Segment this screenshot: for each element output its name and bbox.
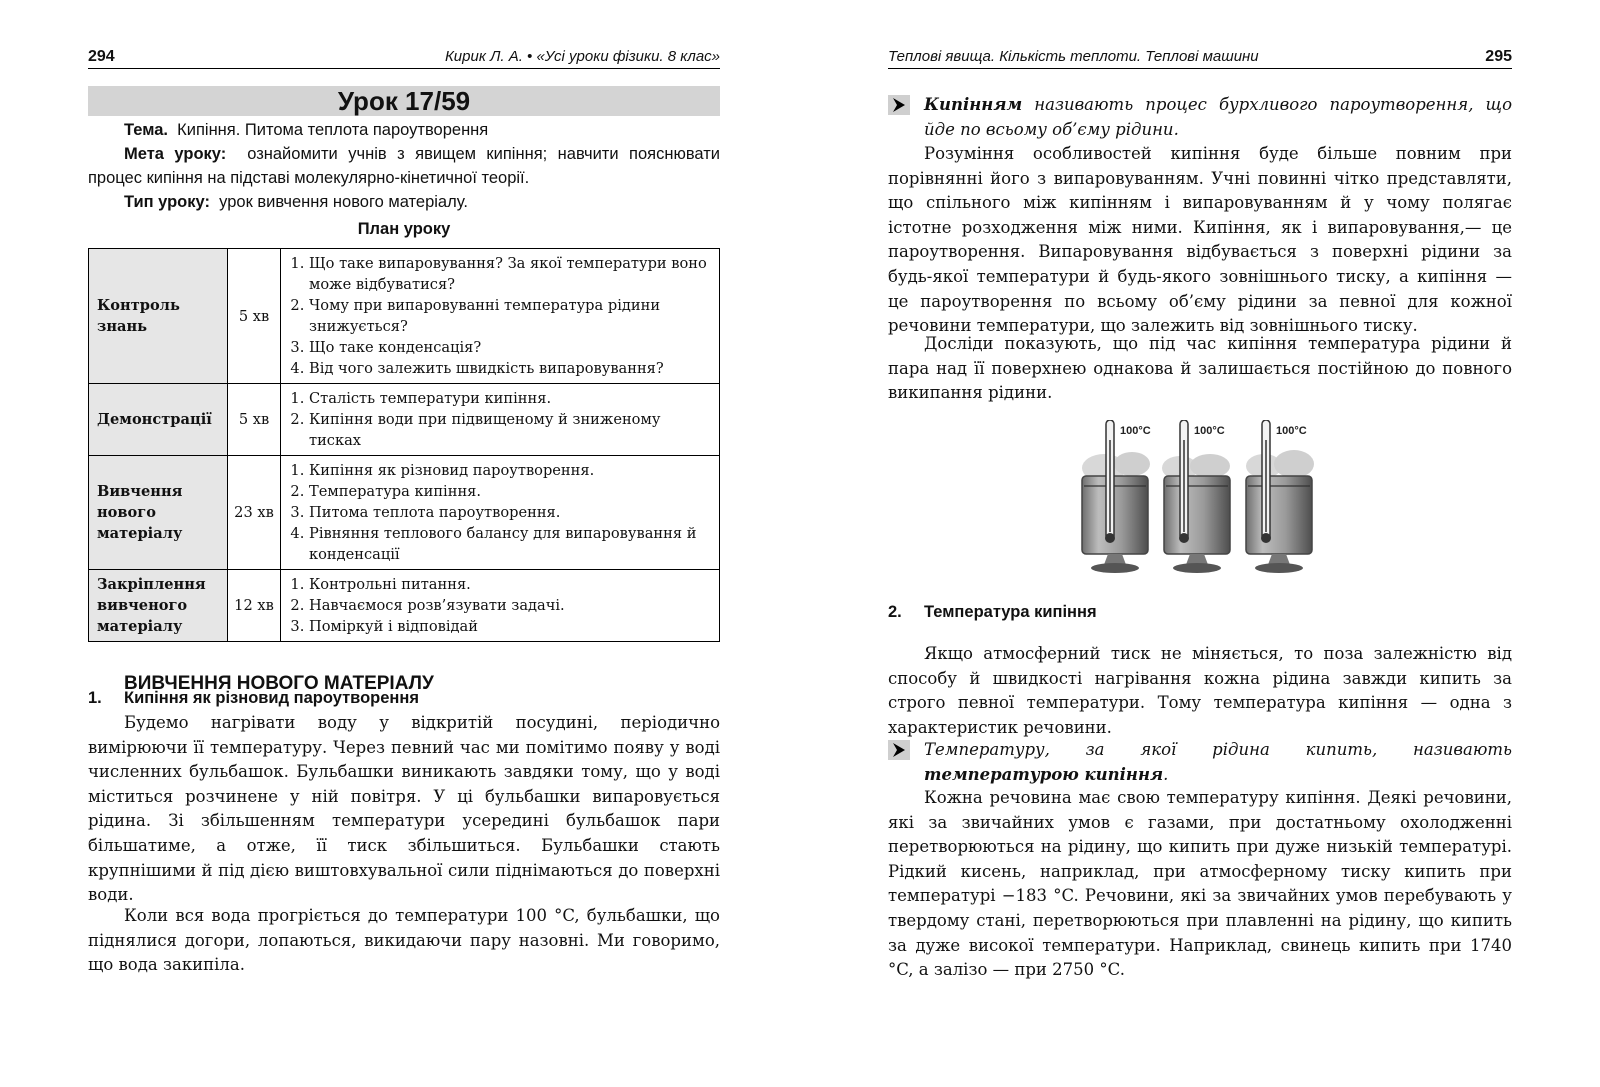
thermometer-label: 100°C xyxy=(1276,425,1307,437)
type-text: урок вивчення нового матеріалу. xyxy=(219,193,468,211)
topic-text: Кипіння. Питома теплота пароутворення xyxy=(177,121,489,139)
definition-body: Температуру, за якої рідина кипить, називають xyxy=(924,740,1512,759)
subsection-1-title xyxy=(88,686,419,710)
subsection-number: 2. xyxy=(888,603,902,621)
definition-term: температурою кипіння xyxy=(924,764,1164,784)
paragraph: Коли вся вода прогріється до температури 100 °C, бульбашки, що піднялися догори, лопаються, викидаючи пару назовні. Ми говоримо, що вода закипіла. xyxy=(88,906,720,975)
subsection-number: 1. xyxy=(88,689,102,707)
paragraph: Кожна речовина має свою температуру кипіння. Деякі речовини, які за звичайних умов є газами, при достатньому охолодженні перетворюються на рідину, що кипить при дуже низькій температурі. Рідкий кисень, наприклад, при атмосферному тиску кипить при температурі −183 °C. Речовини, які за звичайних умов перебувають у твердому стані, перетворюються при плавленні на рідину, що кипить за дуже високої температури. Наприклад, свинець кипить при 1740 °C, а залізо — при 2750 °C. xyxy=(888,788,1512,980)
subsection-heading: Кипіння як різновид пароутворення xyxy=(124,689,419,707)
definition-term: Кипінням xyxy=(924,95,1023,114)
definition-body: називають процес бурхливого пароутворення, що йде по всьому об’єму рідини. xyxy=(924,95,1512,139)
plan-title: План уроку xyxy=(357,220,451,238)
lesson-plan-table xyxy=(88,248,720,642)
time-cell: 5 хв xyxy=(228,384,281,456)
arrow-marker-icon xyxy=(888,740,910,760)
paragraph: Досліди показують, що під час кипіння температура рідини й пара над її поверхнею однакова й залишається постійною до повного википання рідини. xyxy=(888,334,1512,403)
list-item: 3. Що таке конденсація? xyxy=(309,337,711,358)
table-row xyxy=(89,570,720,642)
type-label: Тип уроку: xyxy=(124,193,210,211)
items-cell xyxy=(281,249,720,384)
list-item: 1. Що таке випаровування? За якої температури воно може відбуватися? xyxy=(309,253,711,295)
goal-label: Мета уроку: xyxy=(124,145,227,163)
activity-cell: Демонстрації xyxy=(89,384,228,456)
table-row xyxy=(89,384,720,456)
paragraph: Будемо нагрівати воду у відкритій посудині, періодично вимірюючи її температуру. Через певний час ми помітимо появу у воді численних бульбашок. Бульбашки виникають завдяки тому, що у воді міститься розчинене у ній повітря. У ці бульбашки випаровується рідина. Зі збільшенням температури усередині бульбашок пари більшатиме, а отже, її тиск збільшиться. Бульбашки стають крупнішими й під дією виштовхувальної сили піднімаються до поверхні води. xyxy=(88,713,720,905)
items-cell xyxy=(281,570,720,642)
lesson-type xyxy=(88,190,720,214)
list-item: 2. Навчаємося розв’язувати задачі. xyxy=(309,595,711,616)
definition-text xyxy=(924,738,1512,787)
definition-boiling xyxy=(888,93,1512,142)
lesson-title: Урок 17/59 xyxy=(88,86,720,116)
items-cell xyxy=(281,384,720,456)
lesson-goal xyxy=(88,142,720,190)
list-item: 1. Контрольні питання. xyxy=(309,574,711,595)
list-item: 2. Чому при випаровуванні температура рідини знижується? xyxy=(309,295,711,337)
activity-cell: Закріплення вивченого матеріалу xyxy=(89,570,228,642)
list-item: 1. Кипіння як різновид пароутворення. xyxy=(309,460,711,481)
thermometers-figure xyxy=(1080,420,1340,585)
page-number: 294 xyxy=(88,48,115,65)
subsection-heading: Температура кипіння xyxy=(924,603,1097,621)
definition-end: . xyxy=(1163,764,1169,784)
activity-cell: Контроль знань xyxy=(89,249,228,384)
definition-text xyxy=(924,93,1512,142)
list-item: 3. Поміркуй і відповідай xyxy=(309,616,711,637)
items-cell xyxy=(281,456,720,570)
subsection-2-title xyxy=(888,600,1097,624)
running-header xyxy=(88,48,720,69)
paragraph: Розуміння особливостей кипіння буде більше повним при порівнянні його з випаровуванням. Учні повинні чітко представляти, що спільного між кипінням і випаровуванням й у чому полягає істотне розходження між ними. Кипіння, як і випаровування,— це пароутворення. Випаровування відбувається з поверхні рідини за будь-якої температури й будь-якого зовнішнього тиску, а кипіння — це пароутворення по всьому об’єму рідини за певної для кожної речовини температури, що залежить від зовнішнього тиску. xyxy=(888,144,1512,336)
list-item: 2. Температура кипіння. xyxy=(309,481,711,502)
page-number: 295 xyxy=(1485,48,1512,65)
right-page xyxy=(800,0,1600,1087)
time-cell: 12 хв xyxy=(228,570,281,642)
thermometer-label: 100°C xyxy=(1120,425,1151,437)
section-title: ВИВЧЕННЯ НОВОГО МАТЕРІАЛУ xyxy=(124,673,434,694)
table-row xyxy=(89,249,720,384)
lesson-topic xyxy=(88,118,720,142)
activity-cell: Вивчення нового матеріалу xyxy=(89,456,228,570)
list-item: 2. Кипіння води при підвищеному й зниженому тисках xyxy=(309,409,711,451)
table-row xyxy=(89,456,720,570)
goal-text: ознайомити учнів з явищем кипіння; навчити пояснювати процес кипіння на підставі молекулярно-кінетичної теорії. xyxy=(88,145,720,187)
time-cell: 5 хв xyxy=(228,249,281,384)
paragraph: Якщо атмосферний тиск не міняється, то поза залежністю від способу й швидкості нагрівання кожна рідина завжди кипить за строго певної температури. Тому температура кипіння — одна з характеристик речовини. xyxy=(888,644,1512,737)
running-header xyxy=(888,48,1512,69)
time-cell: 23 хв xyxy=(228,456,281,570)
beaker-2 xyxy=(1162,420,1230,573)
list-item: 4. Від чого залежить швидкість випаровування? xyxy=(309,358,711,379)
running-title: Кирик Л. А. • «Усі уроки фізики. 8 клас» xyxy=(444,48,720,65)
list-item: 4. Рівняння теплового балансу для випаровування й конденсації xyxy=(309,523,711,565)
beaker-3 xyxy=(1246,420,1314,573)
thermometer-label: 100°C xyxy=(1194,425,1225,437)
running-title: Теплові явища. Кількість теплоти. Теплові машини xyxy=(888,48,1259,65)
beaker-1 xyxy=(1082,420,1151,573)
list-item: 1. Сталість температури кипіння. xyxy=(309,388,711,409)
list-item: 3. Питома теплота пароутворення. xyxy=(309,502,711,523)
definition-boiling-temperature xyxy=(888,738,1512,787)
topic-label: Тема. xyxy=(124,121,168,139)
arrow-marker-icon xyxy=(888,95,910,115)
